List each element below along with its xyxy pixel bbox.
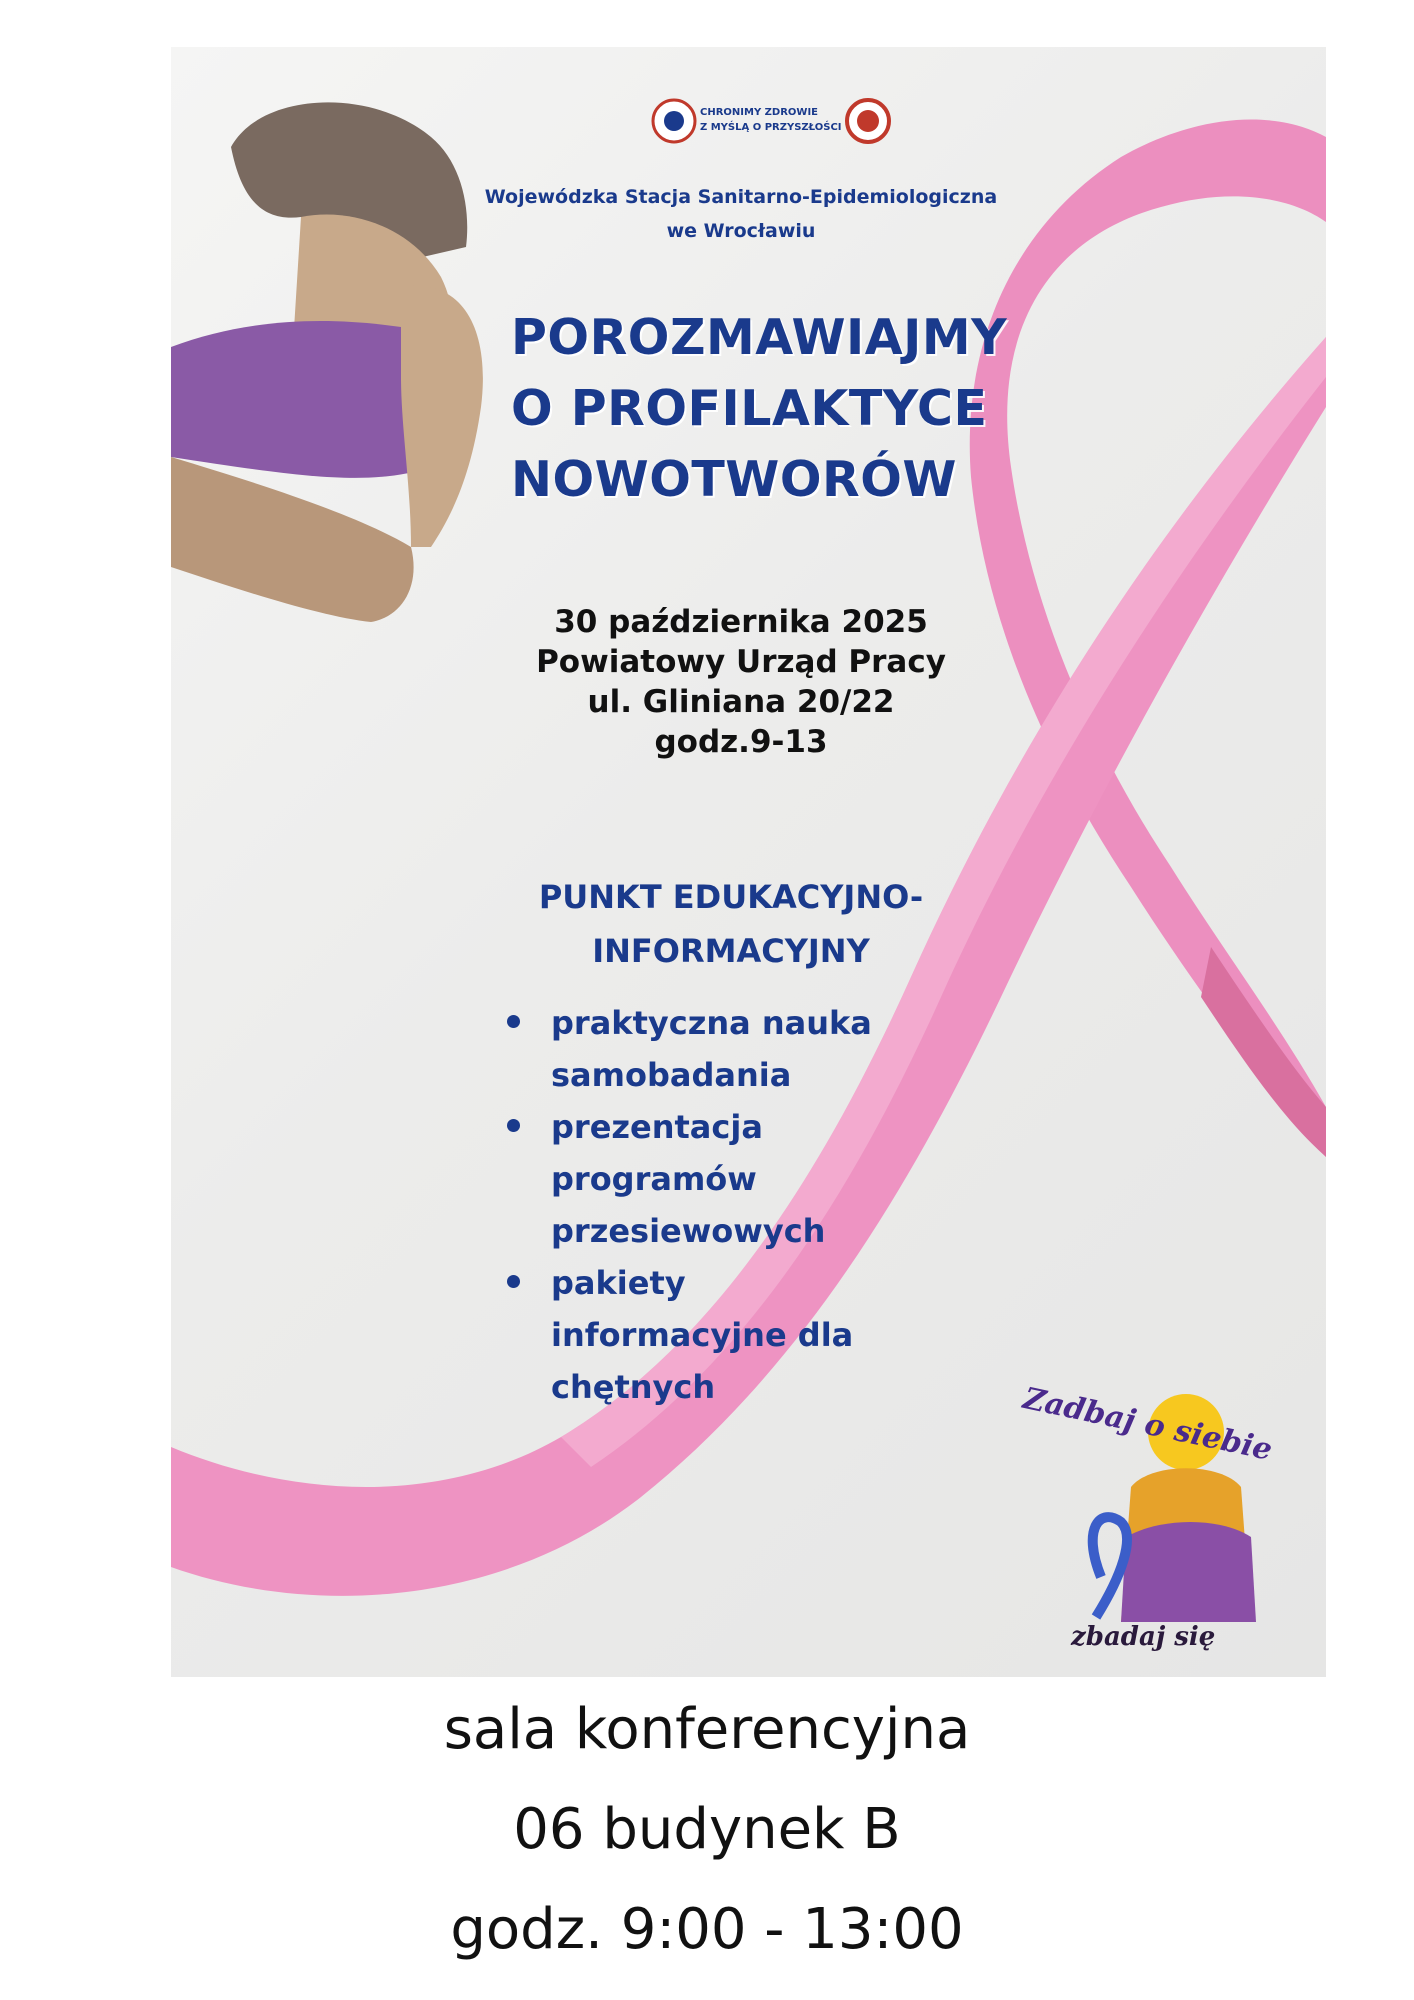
title-line-3: NOWOTWORÓW [511, 451, 957, 508]
bottom-building: 06 budynek B [513, 1797, 901, 1862]
institution-line-2: we Wrocławiu [666, 220, 816, 242]
event-details [471, 602, 1011, 762]
logo-text [700, 105, 842, 135]
event-place: Powiatowy Urząd Pracy [536, 644, 946, 680]
list-item: praktyczna nauka samobadania [501, 997, 921, 1101]
bottom-hours: godz. 9:00 - 13:00 [450, 1897, 964, 1962]
list-item: pakiety informacyjne dla chętnych [501, 1257, 921, 1413]
event-address: ul. Gliniana 20/22 [587, 684, 895, 720]
campaign-slogan-top: Zadbaj o siebie [1020, 1381, 1276, 1468]
campaign-slogan-bottom: zbadaj się [1071, 1622, 1216, 1652]
title-line-1: POROZMAWIAJMY [511, 309, 1008, 366]
poster-title [511, 302, 1111, 515]
event-date: 30 października 2025 [554, 604, 928, 640]
bullet-list [501, 997, 921, 1413]
list-item: prezentacja programów przesiewowych [501, 1101, 921, 1257]
event-hours: godz.9-13 [654, 724, 828, 760]
institution-line-1: Wojewódzka Stacja Sanitarno-Epidemiologiczna [484, 186, 998, 208]
punkt-line-2: INFORMACYJNY [592, 932, 870, 970]
punkt-line-1: PUNKT EDUKACYJNO- [538, 878, 924, 916]
title-line-2: O PROFILAKTYCE [511, 380, 988, 437]
logo-line-1: CHRONIMY ZDROWIE [700, 107, 819, 118]
logo-line-2: Z MYŚLĄ O PRZYSZŁOŚCI [700, 122, 842, 133]
punkt-heading [451, 870, 1011, 978]
institution-name [471, 180, 1011, 248]
bottom-room: sala konferencyjna [443, 1697, 971, 1762]
poster [171, 47, 1326, 1677]
woman-illustration-icon [171, 102, 483, 622]
